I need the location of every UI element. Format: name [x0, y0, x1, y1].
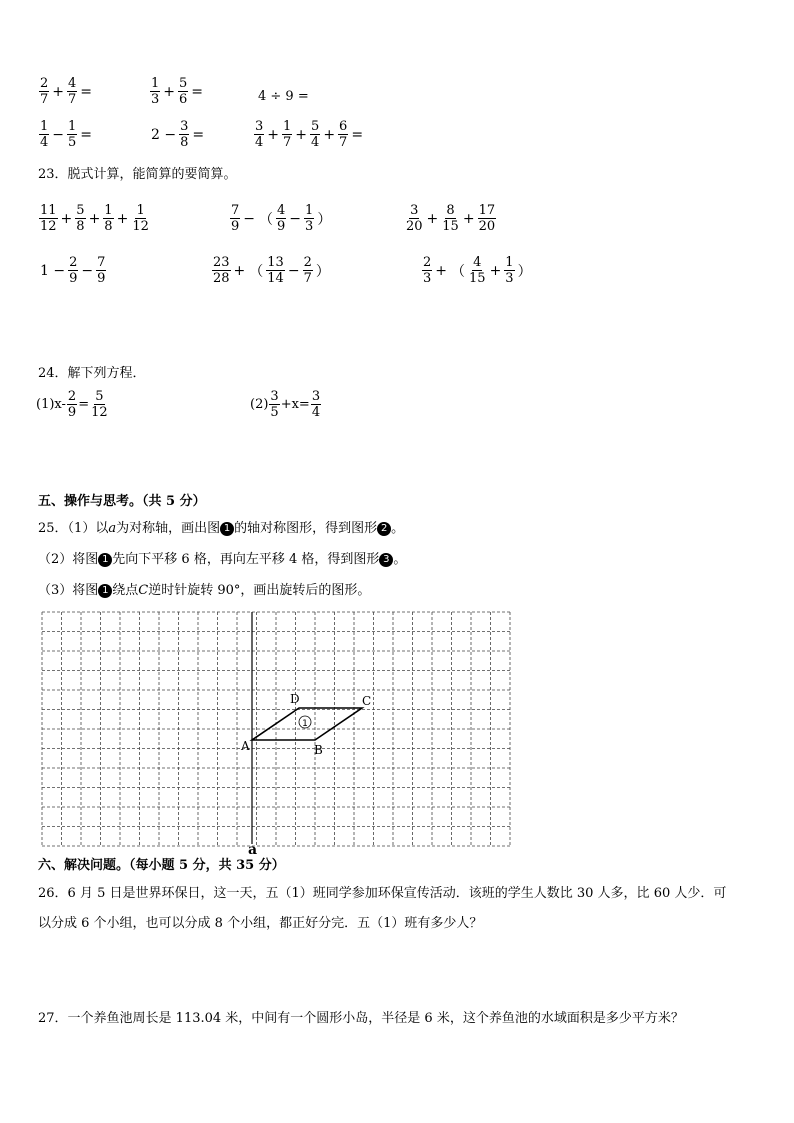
point-label-b: B — [314, 743, 323, 757]
q26-line-1: 26．6 月 5 日是世界环保日，这一天，五（1）班同学参加环保宣传活动．该班的学生人数比 30 人多，比 60 人少．可 — [38, 886, 727, 901]
figure-1-number: 1 — [302, 719, 308, 729]
fraction: $\frac{5}{6}$ — [179, 76, 188, 107]
section-5-title: 五、操作与思考。（共 5 分） — [38, 494, 206, 509]
axis-label-a: a — [248, 842, 258, 858]
q23-expr-a: $\frac{11}{12}$ + $\frac{5}{8}$ + $\frac{1}{8}$ + $\frac{1}{12}$ — [40, 203, 149, 234]
point-label-a: A — [241, 739, 250, 753]
q26-line-2: 以分成 6 个小组，也可以分成 8 个小组，都正好分完．五（1）班有多少人？ — [38, 916, 483, 931]
circled-1-icon: 1 — [98, 553, 112, 567]
q23-expr-b: $\frac{7}{9}$ − （ $\frac{4}{9}$ − $\frac{1}{3}$ ） — [231, 203, 332, 234]
q23-expr-f: $\frac{2}{3}$ + （ $\frac{4}{15}$ + $\frac{1}{3}$ ） — [423, 255, 532, 286]
dashed-grid — [42, 612, 510, 846]
q23-expr-e: $\frac{23}{28}$ + （ $\frac{13}{14}$ − $\frac{2}{7}$ ） — [213, 255, 330, 286]
fraction: $\frac{2}{7}$ — [40, 76, 49, 107]
calc-1-3-plus-5-6: $\frac{1}{3}$ + $\frac{5}{6}$ = — [151, 76, 204, 107]
fraction: $\frac{6}{7}$ — [339, 119, 348, 150]
circled-2-icon: 2 — [377, 522, 391, 536]
fraction: $\frac{1}{7}$ — [283, 119, 292, 150]
q24-equation-2: (2) $\frac{3}{5}$ +x= $\frac{3}{4}$ — [250, 389, 321, 420]
q24-equation-1: (1)x- $\frac{2}{9}$ = $\frac{5}{12}$ — [36, 389, 108, 420]
fraction: $\frac{1}{3}$ — [151, 76, 160, 107]
q23-expr-d: 1 − $\frac{2}{9}$ − $\frac{7}{9}$ — [40, 255, 106, 286]
circled-1-icon: 1 — [98, 584, 112, 598]
calc-2-7-plus-4-7: $\frac{2}{7}$ + $\frac{4}{7}$ = — [40, 76, 93, 107]
circled-1-icon: 1 — [220, 522, 234, 536]
q25-part-2: （2）将图 1 先向下平移 6 格，再向左平移 4 格，得到图形 3 。 — [38, 552, 407, 567]
fraction: $\frac{1}{4}$ — [40, 119, 49, 150]
q27-text: 27．一个养鱼池周长是 113.04 米，中间有一个圆形小岛，半径是 6 米，这个养鱼池的水域面积是多少平方米？ — [38, 1011, 684, 1026]
q24-title: 24．解下列方程． — [38, 366, 146, 381]
q25-part-3: （3）将图 1 绕点C逆时针旋转 90°，画出旋转后的图形。 — [38, 583, 371, 598]
q25-part-1: 25．（1）以a为对称轴，画出图 1 的轴对称图形，得到图形 2 。 — [38, 521, 405, 536]
calc-2-minus-3-8: 2 − $\frac{3}{8}$ = — [151, 119, 205, 150]
q23-title: 23．脱式计算，能简算的要简算。 — [38, 167, 237, 182]
calc-4-div-9: 4 ÷ 9 = — [258, 89, 309, 104]
point-label-c: C — [362, 694, 372, 708]
fraction: $\frac{5}{4}$ — [311, 119, 320, 150]
calc-four-fraction-sum: $\frac{3}{4}$ + $\frac{1}{7}$ + $\frac{5}{4}$ + $\frac{6}{7}$ = — [255, 119, 364, 150]
section-6-title: 六、解决问题。（每小题 5 分，共 35 分） — [38, 858, 285, 873]
fraction: $\frac{3}{8}$ — [180, 119, 189, 150]
fraction: $\frac{4}{7}$ — [68, 76, 77, 107]
fraction: $\frac{1}{5}$ — [68, 119, 77, 150]
calc-1-4-minus-1-5: $\frac{1}{4}$ − $\frac{1}{5}$ = — [40, 119, 93, 150]
fraction: $\frac{3}{4}$ — [255, 119, 264, 150]
q23-expr-c: $\frac{3}{20}$ + $\frac{8}{15}$ + $\frac{17}{20}$ — [406, 203, 496, 234]
circled-3-icon: 3 — [379, 553, 393, 567]
point-label-d: D — [290, 692, 300, 706]
